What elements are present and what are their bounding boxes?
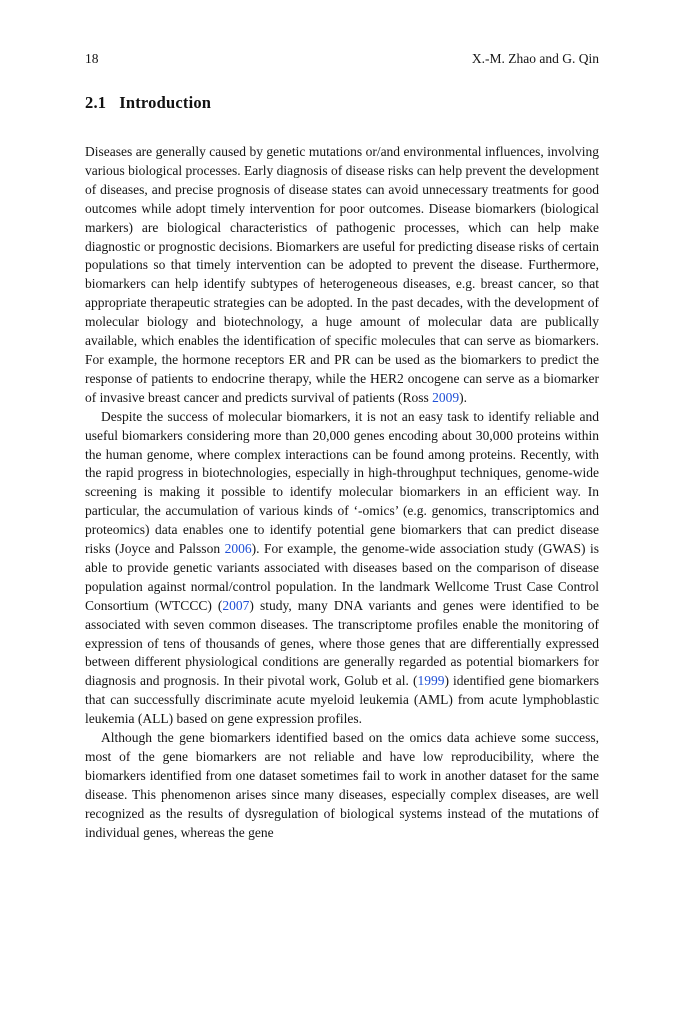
page-number: 18 (85, 51, 99, 66)
citation-link[interactable]: 2006 (224, 541, 252, 557)
citation-link[interactable]: 2009 (432, 389, 460, 405)
paragraph-1 (85, 143, 599, 408)
text-segment: Diseases are generally caused by genetic mutations or/and environmental influences, involving various biological processes. Early diagnosis of disease risks can help prevent the development of diseases, and precise prognosis of disease states can avoid unnecessary treatments for good outcomes while adopt timely intervention for poor outcomes. Disease biomarkers (biological markers) are biological characteristics of pathogenic processes, which can help make diagnostic or prognostic decisions. Biomarkers are useful for predicting disease risks of certain populations so that timely intervention can be adopted to prevent the disease. Furthermore, biomarkers can help identify subtypes of heterogeneous diseases, e.g. breast cancer, so that appropriate therapeutic strategies can be adopted. In the past decades, with the development of molecular biology and biotechnology, a huge amount of molecular data are publically available, which enables the identification of specific molecules that can serve as biomarkers. For example, the hormone receptors ER and PR can be used as the biomarkers to predict the response of patients to endocrine therapy, while the HER2 oncogene can serve as a biomarker of invasive breast cancer and predicts survival of patients (Ross (85, 144, 599, 405)
section-heading (85, 93, 599, 113)
body-text (85, 143, 599, 843)
paragraph-2 (85, 408, 599, 729)
section-title: Introduction (119, 93, 212, 112)
section-number: 2.1 (85, 93, 107, 112)
text-segment: ). For example, the genome-wide association study (GWAS) is able to provide genetic variants associated with diseases based on the comparison of disease population against normal/control population. In the landmark Wellcome Trust Case Control Consortium (WTCCC) ( (85, 541, 599, 613)
citation-link[interactable]: 1999 (417, 673, 445, 689)
citation-link[interactable]: 2007 (222, 597, 250, 613)
text-segment: ) study, many DNA variants and genes were identified to be associated with seven common diseases. The transcriptome profiles enable the monitoring of expression of tens of thousands of genes, where those genes that are differentially expressed between different physiological conditions are generally regarded as potential biomarkers for diagnosis and prognosis. In their pivotal work, Golub et al. ( (85, 597, 599, 689)
text-segment: ) identified gene biomarkers that can successfully discriminate acute myeloid leukemia (AML) from acute lymphoblastic leukemia (ALL) based on gene expression profiles. (85, 673, 599, 727)
text-segment: Although the gene biomarkers identified based on the omics data achieve some success, most of the gene biomarkers are not reliable and have low reproducibility, where the biomarkers identified from one dataset sometimes fail to work in another dataset for the same disease. This phenomenon arises since many diseases, especially complex diseases, are well recognized as the results of dysregulation of biological systems instead of the mutations of individual genes, whereas the gene (85, 730, 599, 840)
text-segment: Despite the success of molecular biomarkers, it is not an easy task to identify reliable and useful biomarkers considering more than 20,000 genes encoding about 30,000 proteins within the human genome, where complex interactions can be found among proteins. Recently, with the rapid progress in biotechnologies, especially in high-throughput techniques, genome-wide screening is making it possible to identify molecular biomarkers in an efficient way. In particular, the accumulation of various kinds of ‘-omics’ (e.g. genomics, transcriptomics and proteomics) data enables one to identify potential gene biomarkers that can predict disease risks (Joyce and Palsson (85, 408, 599, 557)
running-header (85, 50, 599, 67)
running-head-authors: X.-M. Zhao and G. Qin (471, 51, 599, 66)
paragraph-3 (85, 729, 599, 842)
text-segment: ). (459, 389, 468, 405)
